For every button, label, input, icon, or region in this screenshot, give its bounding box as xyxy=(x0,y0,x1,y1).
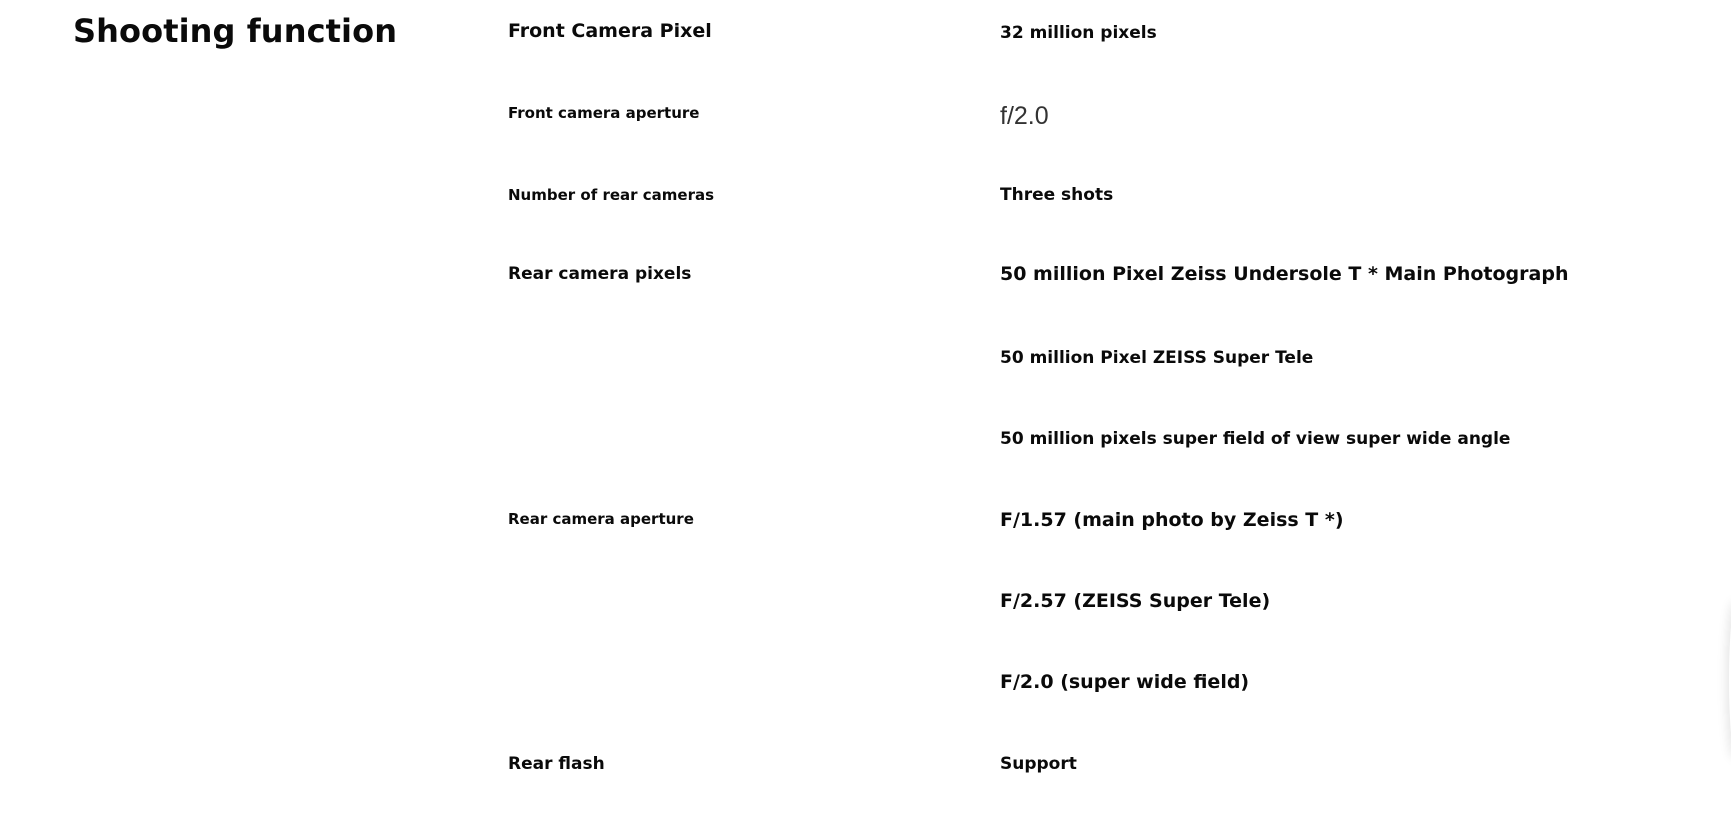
label-rear-flash: Rear flash xyxy=(508,754,605,774)
value-rear-camera-aperture-main: F/1.57 (main photo by Zeiss T *) xyxy=(1000,509,1344,531)
value-front-camera-aperture: f/2.0 xyxy=(1000,102,1049,130)
value-rear-flash: Support xyxy=(1000,754,1077,774)
section-title: Shooting function xyxy=(73,12,398,50)
value-rear-camera-pixels-wide: 50 million pixels super field of view super wide angle xyxy=(1000,429,1511,449)
value-rear-camera-aperture-tele: F/2.57 (ZEISS Super Tele) xyxy=(1000,590,1271,612)
value-rear-camera-pixels-main: 50 million Pixel Zeiss Undersole T * Main Photograph xyxy=(1000,263,1569,285)
value-rear-camera-aperture-wide: F/2.0 (super wide field) xyxy=(1000,671,1250,693)
label-front-camera-aperture: Front camera aperture xyxy=(508,104,700,122)
value-number-of-rear-cameras: Three shots xyxy=(1000,185,1114,205)
value-rear-camera-pixels-tele: 50 million Pixel ZEISS Super Tele xyxy=(1000,348,1314,368)
value-front-camera-pixel: 32 million pixels xyxy=(1000,23,1157,43)
label-rear-camera-aperture: Rear camera aperture xyxy=(508,510,694,528)
label-rear-camera-pixels: Rear camera pixels xyxy=(508,264,692,284)
label-number-of-rear-cameras: Number of rear cameras xyxy=(508,186,715,204)
label-front-camera-pixel: Front Camera Pixel xyxy=(508,20,712,42)
